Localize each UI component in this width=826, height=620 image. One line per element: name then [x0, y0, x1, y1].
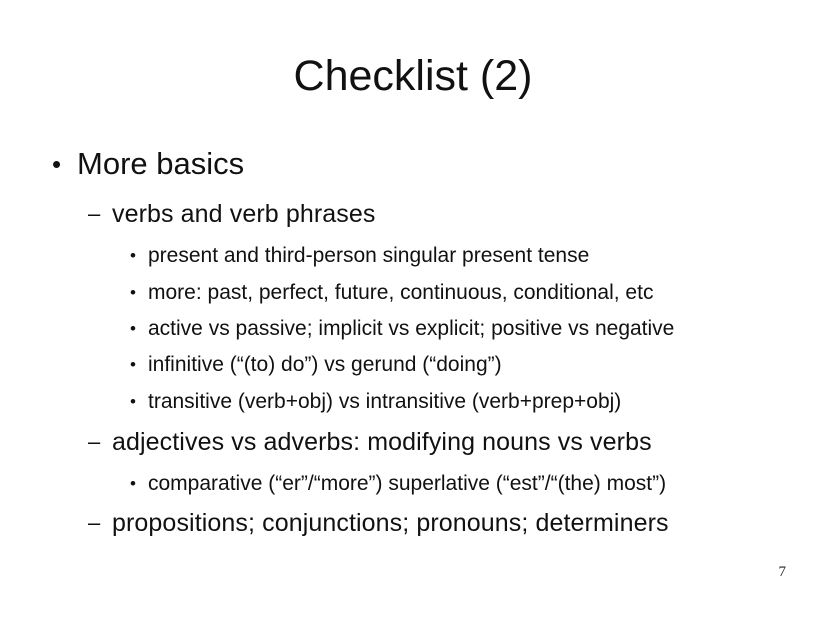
bullet-dot-icon: • [52, 149, 62, 179]
page-number: 7 [778, 564, 786, 580]
list-item-text: transitive (verb+obj) vs intransitive (verb+prep+obj) [148, 390, 622, 413]
bullet-dot-icon: • [130, 474, 136, 493]
list-item-text: comparative (“er”/“more”) superlative (“est”/“(the) most”) [148, 472, 667, 495]
list-item-text: more: past, perfect, future, continuous, conditional, etc [148, 281, 654, 304]
bullet-dot-icon: • [130, 283, 136, 302]
dash-icon: – [88, 429, 101, 454]
bullet-text: More basics [77, 146, 245, 181]
bullet-dot-icon: • [130, 246, 136, 265]
subheading-text: propositions; conjunctions; pronouns; determiners [112, 509, 669, 537]
list-item-text: infinitive (“(to) do”) vs gerund (“doing”) [148, 353, 502, 376]
dash-icon: – [88, 201, 101, 226]
slide-title: Checklist (2) [293, 52, 533, 100]
bullet-dot-icon: • [130, 355, 136, 374]
subheading-text: adjectives vs adverbs: modifying nouns vs verbs [112, 428, 652, 456]
list-item-text: active vs passive; implicit vs explicit; positive vs negative [148, 317, 675, 340]
bullet-dot-icon: • [130, 392, 136, 411]
list-item-text: present and third-person singular present tense [148, 244, 590, 267]
subheading-text: verbs and verb phrases [112, 200, 376, 228]
bullet-dot-icon: • [130, 319, 136, 338]
dash-icon: – [88, 510, 101, 535]
